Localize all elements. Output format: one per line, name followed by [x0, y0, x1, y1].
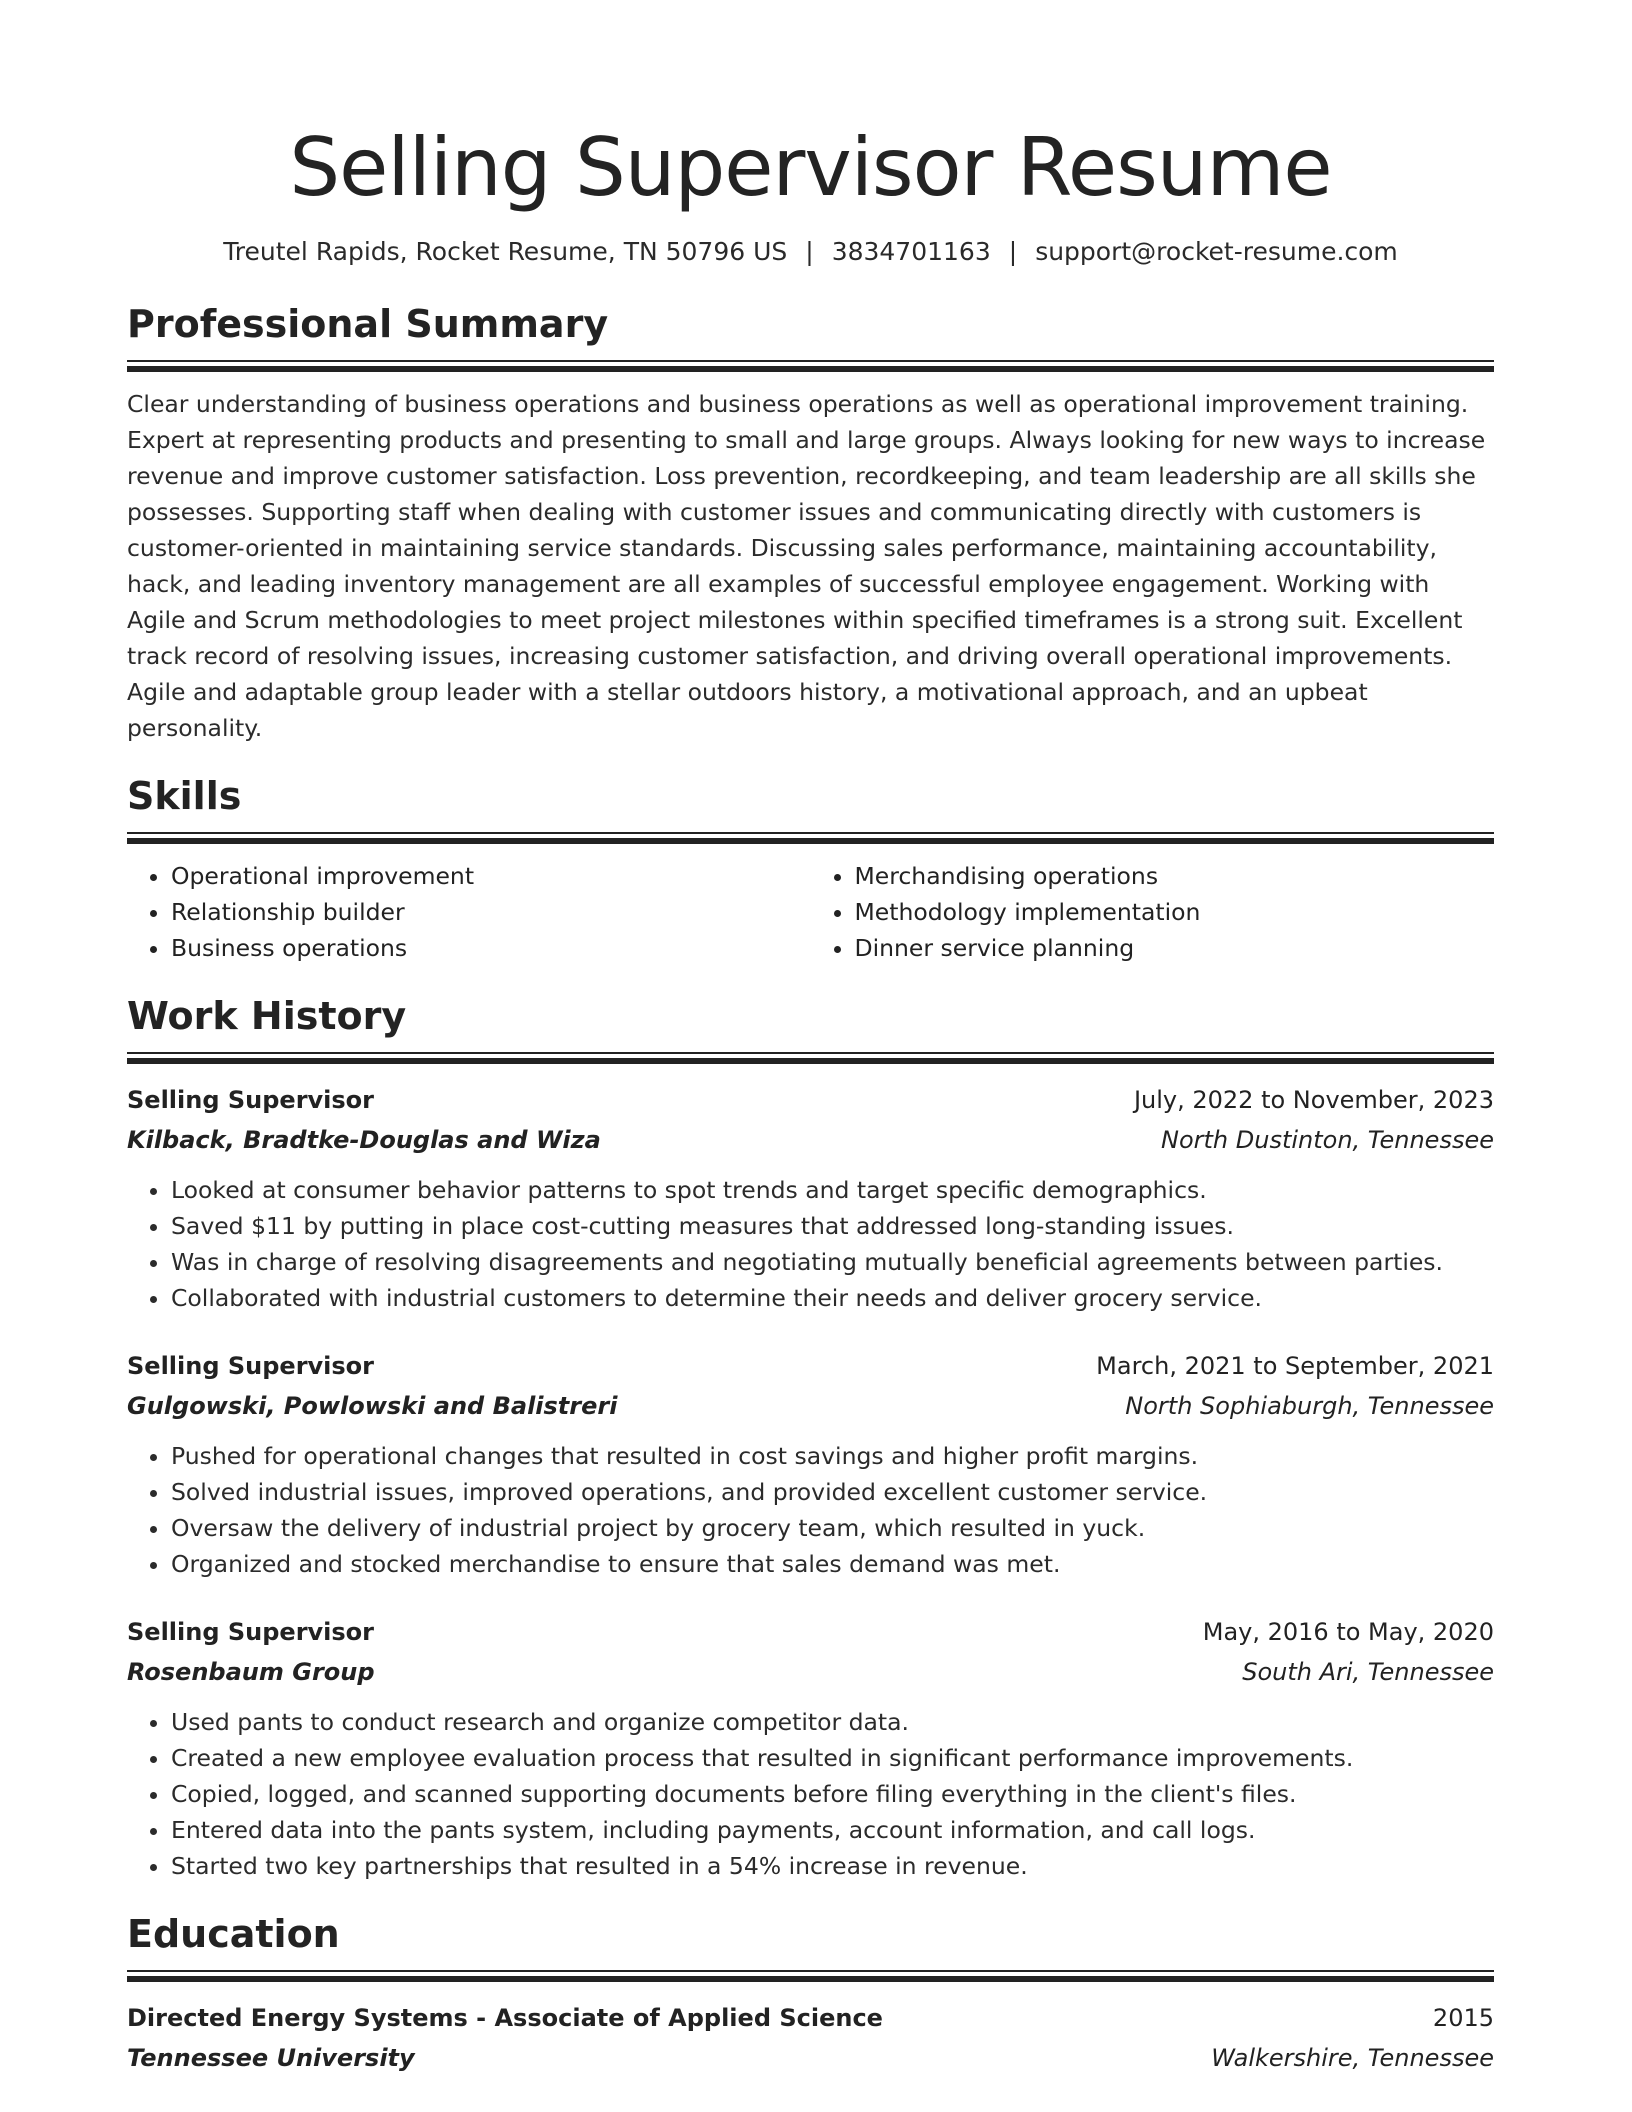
job-bullet: • Looked at consumer behavior patterns to spot trends and target specific demographics.: [171, 1172, 1494, 1208]
section-heading-education: Education: [127, 1912, 340, 1956]
job-bullet: • Saved $11 by putting in place cost-cutting measures that addressed long-standing issues.: [171, 1208, 1494, 1244]
section-divider: [127, 360, 1494, 372]
job-bullets: [127, 1172, 1494, 1316]
job-dates: March, 2021 to September, 2021: [1096, 1352, 1494, 1380]
contact-phone: 3834701163: [831, 237, 991, 266]
contact-email: support@rocket-resume.com: [1035, 237, 1398, 266]
job-dates: July, 2022 to November, 2023: [1133, 1086, 1494, 1114]
section-divider: [127, 1970, 1494, 1982]
job-company: Kilback, Bradtke-Douglas and Wiza: [127, 1126, 601, 1154]
job-location: North Dustinton, Tennessee: [1161, 1126, 1494, 1154]
contact-separator: |: [805, 237, 814, 266]
job-company: Gulgowski, Powlowski and Balistreri: [127, 1392, 618, 1420]
job-title: Selling Supervisor: [127, 1352, 375, 1380]
contact-separator: |: [1008, 237, 1018, 266]
job-entry: [127, 1346, 1494, 1582]
job-location: North Sophiaburgh, Tennessee: [1125, 1392, 1494, 1420]
job-bullet: • Used pants to conduct research and organize competitor data.: [171, 1704, 1494, 1740]
page-title: Selling Supervisor Resume: [289, 121, 1332, 214]
job-bullets: [127, 1704, 1494, 1884]
skills-column-left: [127, 858, 811, 966]
skills-column-right: [811, 858, 1495, 966]
skill-item: • Operational improvement: [171, 858, 811, 894]
job-bullet: • Collaborated with industrial customers to determine their needs and deliver grocery service.: [171, 1280, 1494, 1316]
education-location: Walkershire, Tennessee: [1211, 2044, 1494, 2072]
education-section: [127, 1910, 1494, 2078]
contact-address: Treutel Rapids, Rocket Resume, TN 50796 US: [223, 237, 788, 266]
section-divider: [127, 832, 1494, 844]
job-company: Rosenbaum Group: [127, 1658, 375, 1686]
summary-section: [127, 300, 1494, 746]
job-bullet: • Entered data into the pants system, including payments, account information, and call logs.: [171, 1812, 1494, 1848]
skill-item: • Methodology implementation: [855, 894, 1495, 930]
job-bullet: • Created a new employee evaluation process that resulted in significant performance improvements.: [171, 1740, 1494, 1776]
section-heading-skills: Skills: [127, 774, 242, 818]
job-entry: [127, 1612, 1494, 1884]
education-degree: Directed Energy Systems - Associate of Applied Science: [127, 2004, 883, 2032]
skill-item: • Business operations: [171, 930, 811, 966]
skill-item: • Dinner service planning: [855, 930, 1495, 966]
job-bullet: • Pushed for operational changes that resulted in cost savings and higher profit margins.: [171, 1438, 1494, 1474]
section-heading-work-history: Work History: [127, 994, 407, 1038]
skills-list: [127, 858, 1494, 966]
summary-text: Clear understanding of business operations and business operations as well as operational improvement training. Expert at representing products and presenting to small and large groups. Always looking for new ways to increase revenue and improve customer satisfaction. Loss prevention, recordkeeping, and team leadership are all skills she possesses. Supporting staff when dealing with customer issues and communicating directly with customers is customer-oriented in maintaining service standards. Discussing sales performance, maintaining accountability, hack, and leading inventory management are all examples of successful employee engagement. Working with Agile and Scrum methodologies to meet project milestones within specified timeframes is a strong suit. Excellent track record of resolving issues, increasing customer satisfaction, and driving overall operational improvements. Agile and adaptable group leader with a stellar outdoors history, a motivational approach, and an upbeat personality.: [127, 390, 1486, 742]
job-bullet: • Copied, logged, and scanned supporting documents before filing everything in the client's files.: [171, 1776, 1494, 1812]
job-title: Selling Supervisor: [127, 1618, 375, 1646]
job-bullet: • Started two key partnerships that resulted in a 54% increase in revenue.: [171, 1848, 1494, 1884]
job-bullet: • Was in charge of resolving disagreements and negotiating mutually beneficial agreements between parties.: [171, 1244, 1494, 1280]
skill-item: • Merchandising operations: [855, 858, 1495, 894]
education-school: Tennessee University: [127, 2044, 415, 2072]
job-bullets: [127, 1438, 1494, 1582]
skills-section: [127, 772, 1494, 966]
job-bullet: • Organized and stocked merchandise to ensure that sales demand was met.: [171, 1546, 1494, 1582]
section-divider: [127, 1052, 1494, 1064]
skill-item: • Relationship builder: [171, 894, 811, 930]
section-heading-summary: Professional Summary: [127, 302, 609, 346]
job-bullet: • Oversaw the delivery of industrial project by grocery team, which resulted in yuck.: [171, 1510, 1494, 1546]
job-entry: [127, 1080, 1494, 1316]
job-location: South Ari, Tennessee: [1242, 1658, 1494, 1686]
contact-line: [127, 234, 1494, 270]
education-entry: [127, 1998, 1494, 2078]
job-dates: May, 2016 to May, 2020: [1202, 1618, 1494, 1646]
job-title: Selling Supervisor: [127, 1086, 375, 1114]
resume-page: [127, 118, 1494, 2078]
education-year: 2015: [1432, 2004, 1494, 2032]
work-history-section: [127, 992, 1494, 1884]
job-bullet: • Solved industrial issues, improved operations, and provided excellent customer service.: [171, 1474, 1494, 1510]
